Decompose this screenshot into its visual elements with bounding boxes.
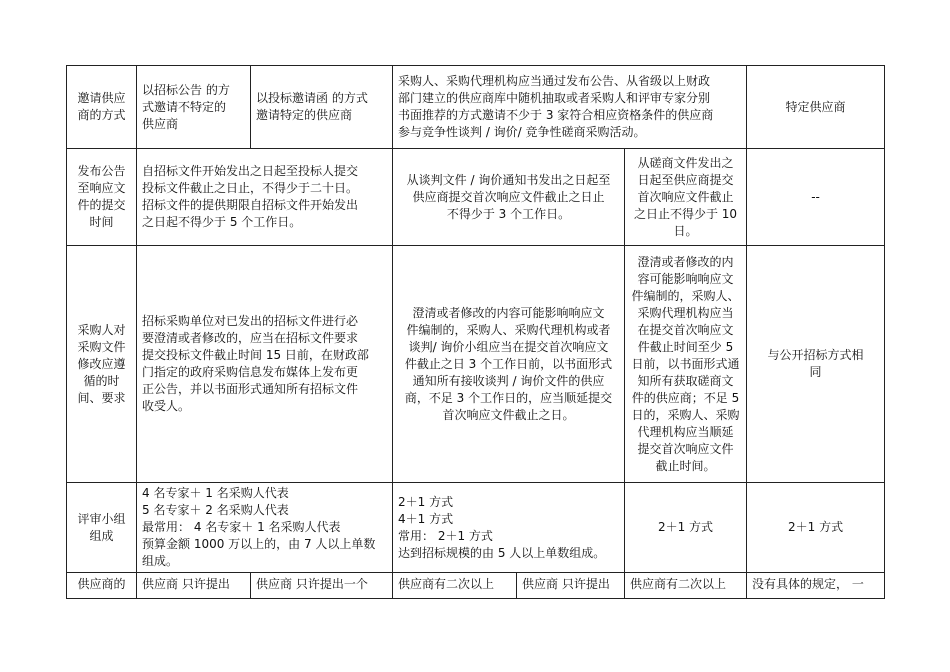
cell-inquiry-quotation: 供应商 只许提出 bbox=[517, 573, 625, 599]
cell-open-tender-announcement: 以招标公告 的方 式邀请不特定的 供应商 bbox=[137, 66, 251, 149]
table-row-document-modification bbox=[67, 246, 885, 483]
cell-negotiation-quotation: 供应商有二次以上 bbox=[393, 573, 517, 599]
cell-consultation-modification: 澄清或者修改的内 容可能影响响应文 件编制的，采购人、 采购代理机构应当 在提交首次响应文 件截止时间至少 5 日前，以书面形式通 知所有获取磋商文 件的供应商；不足 5 日的，采购人、采购 代理机构应当顺延 提交首次响应文件 截止时间。 bbox=[625, 246, 747, 483]
cell-single-source-submission-time: -- bbox=[747, 149, 885, 246]
procurement-comparison-table bbox=[66, 65, 885, 599]
cell-single-source-quotation: 没有具体的规定， 一 bbox=[747, 573, 885, 599]
cell-consultation-review-panel: 2＋1 方式 bbox=[625, 483, 747, 573]
cell-single-source-review-panel: 2＋1 方式 bbox=[747, 483, 885, 573]
cell-invited-tender-letter: 以投标邀请函 的方式 邀请特定的供应商 bbox=[251, 66, 393, 149]
row-header-document-modification: 采购人对 采购文件 修改应遵 循的时 间、要求 bbox=[67, 246, 137, 483]
row-header-invitation-method: 邀请供应 商的方式 bbox=[67, 66, 137, 149]
row-header-supplier-quotation: 供应商的 bbox=[67, 573, 137, 599]
table-row-submission-time bbox=[67, 149, 885, 246]
cell-tender-modification: 招标采购单位对已发出的招标文件进行必 要澄清或者修改的，应当在招标文件要求 提交投标文件截止时间 15 日前，在财政部 门指定的政府采购信息发布媒体上发布更 正公告，并以书面形式通知所有招标文件 收受人。 bbox=[137, 246, 393, 483]
cell-negotiation-submission-time: 从谈判文件 / 询价通知书发出之日起至 供应商提交首次响应文件截止之日止 不得少于 3 个工作日。 bbox=[393, 149, 625, 246]
row-header-review-panel: 评审小组 组成 bbox=[67, 483, 137, 573]
cell-tender-review-panel: 4 名专家＋ 1 名采购人代表 5 名专家＋ 2 名采购人代表 最常用： 4 名专家＋ 1 名采购人代表 预算金额 1000 万以上的，由 7 人以上单数 组成。 bbox=[137, 483, 393, 573]
row-header-submission-time: 发布公告 至响应文 件的提交 时间 bbox=[67, 149, 137, 246]
cell-negotiation-modification: 澄清或者修改的内容可能影响响应文 件编制的，采购人、采购代理机构或者 谈判/ 询价小组应当在提交首次响应文 件截止之日 3 个工作日前，以书面形式 通知所有接收谈判 / 询价文件的供应 商，不足 3 个工作日的，应当顺延提交 首次响应文件截止之日。 bbox=[393, 246, 625, 483]
table-row-invitation-method bbox=[67, 66, 885, 149]
cell-negotiation-review-panel: 2＋1 方式 4＋1 方式 常用： 2＋1 方式 达到招标规模的由 5 人以上单数组成。 bbox=[393, 483, 625, 573]
cell-consultation-quotation: 供应商有二次以上 bbox=[625, 573, 747, 599]
cell-tender-submission-time: 自招标文件开始发出之日起至投标人提交 投标文件截止之日止，不得少于二十日。 招标文件的提供期限自招标文件开始发出 之日起不得少于 5 个工作日。 bbox=[137, 149, 393, 246]
cell-open-tender-quotation: 供应商 只许提出 bbox=[137, 573, 251, 599]
cell-single-source-modification: 与公开招标方式相 同 bbox=[747, 246, 885, 483]
cell-consultation-submission-time: 从磋商文件发出之 日起至供应商提交 首次响应文件截止 之日止不得少于 10 日。 bbox=[625, 149, 747, 246]
table-row-review-panel bbox=[67, 483, 885, 573]
cell-negotiation-invitation: 采购人、采购代理机构应当通过发布公告、从省级以上财政 部门建立的供应商库中随机抽取或者采购人和评审专家分别 书面推荐的方式邀请不少于 3 家符合相应资格条件的供应商 参与竞争性谈判 / 询价/ 竞争性磋商采购活动。 bbox=[393, 66, 747, 149]
cell-single-source-supplier: 特定供应商 bbox=[747, 66, 885, 149]
cell-invited-tender-quotation: 供应商 只许提出一个 bbox=[251, 573, 393, 599]
table-row-supplier-quotation bbox=[67, 573, 885, 599]
